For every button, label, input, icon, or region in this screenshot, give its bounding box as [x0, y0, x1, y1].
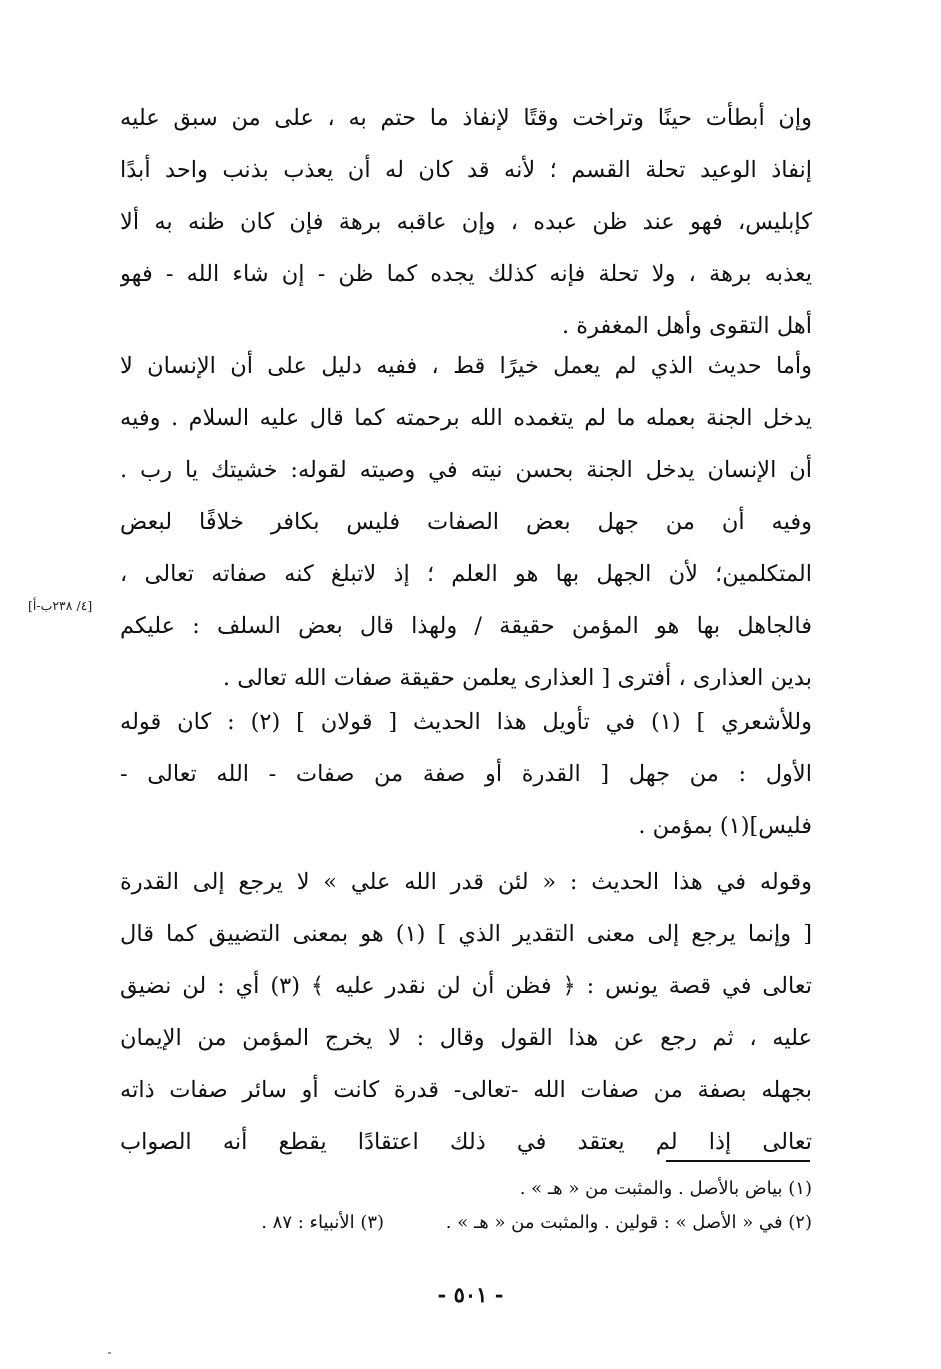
- text-line: كإبليس، فهو عند ظن عبده ، وإن عاقبه برهة فإن كان ظنه به ألا: [120, 209, 812, 235]
- text-line: يعذبه برهة ، ولا تحلة فإنه كذلك يجده كما ظن - إن شاء الله - فهو: [120, 261, 812, 287]
- text-line: تعالى إذا لم يعتقد في ذلك اعتقادًا يقطع أنه الصواب: [120, 1129, 812, 1155]
- footnote-1: (١) بياض بالأصل . والمثبت من « هـ » .: [519, 1178, 812, 1199]
- text-line: وأما حديث الذي لم يعمل خيرًا قط ، ففيه دليل على أن الإنسان لا: [120, 353, 812, 379]
- text-line: وفيه أن من جهل بعض الصفات فليس بكافر خلافًا لبعض: [120, 509, 812, 535]
- text-line: يدخل الجنة بعمله ما لم يتغمده الله برحمته كما قال عليه السلام . وفيه: [120, 405, 812, 431]
- text-line: أهل التقوى وأهل المغفرة .: [561, 313, 812, 339]
- paragraph-1: [120, 92, 812, 352]
- text-line: وللأشعري ] (١) في تأويل هذا الحديث [ قولان ] (٢) : كان قوله: [120, 709, 812, 735]
- text-line: تعالى في قصة يونس : ﴿ فظن أن لن نقدر عليه ﴾ (٣) أي : لن نضيق: [120, 973, 812, 999]
- footnote-2: (٢) في « الأصل » : قولين . والمثبت من « هـ » .: [445, 1212, 812, 1233]
- text-line: [ وإنما يرجع إلى معنى التقدير الذي ] (١) هو بمعنى التضييق كما قال: [120, 921, 812, 947]
- footnote-separator: [666, 1160, 810, 1162]
- text-line: فالجاهل بها هو المؤمن حقيقة / ولهذا قال بعض السلف : عليكم: [120, 613, 812, 639]
- text-line: إنفاذ الوعيد تحلة القسم ؛ لأنه قد كان له أن يعذب بذنب واحد أبدًا: [120, 157, 812, 183]
- text-line: عليه ، ثم رجع عن هذا القول وقال : لا يخرج المؤمن من الإيمان: [120, 1025, 812, 1051]
- footnote-3: (٣) الأنبياء : ٨٧ .: [261, 1212, 385, 1233]
- paragraph-4: [120, 696, 812, 852]
- text-line: وإن أبطأت حينًا وتراخت وقتًا لإنفاذ ما حتم به ، على من سبق عليه: [120, 105, 812, 131]
- scan-speck: [108, 1352, 111, 1354]
- page-number: - ٥٠١ -: [437, 1282, 504, 1307]
- paragraph-5: [120, 856, 812, 1168]
- footnotes: [120, 1172, 812, 1240]
- text-line: بدين العذارى ، أفترى [ العذارى يعلمن حقيقة صفات الله تعالى .: [222, 665, 812, 691]
- paragraph-2: [120, 340, 812, 496]
- footnote-row: [120, 1206, 812, 1240]
- paragraph-3: [120, 496, 812, 704]
- text-line: بجهله بصفة من صفات الله -تعالى- قدرة كانت أو سائر صفات ذاته: [120, 1077, 812, 1103]
- manuscript-folio-note: [٤/ ٢٣٨ب-أ]: [28, 598, 93, 613]
- text-line: الأول : من جهل [ القدرة أو صفة من صفات - الله تعالى -: [120, 761, 812, 787]
- text-line: وقوله في هذا الحديث : « لئن قدر الله علي » لا يرجع إلى القدرة: [120, 869, 812, 895]
- text-line: فليس](١) بمؤمن .: [638, 813, 812, 839]
- text-line: المتكلمين؛ لأن الجهل بها هو العلم ؛ إذ لاتبلغ كنه صفاته تعالى ،: [120, 561, 812, 587]
- text-line: أن الإنسان يدخل الجنة بحسن نيته في وصيته لقوله: خشيتك يا رب .: [120, 457, 812, 483]
